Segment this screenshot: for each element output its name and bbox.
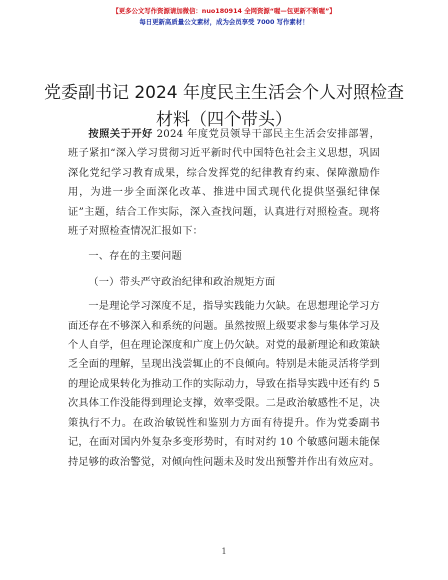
document-title: 党委副书记 2024 年度民主生活会个人对照检查材料（四个带头） (43, 83, 405, 130)
section-heading: 一、存在的主要问题 (88, 251, 182, 263)
subsection-heading: （一）带头严守政治纪律和政治规矩方面 (88, 276, 276, 288)
header-banner (0, 6, 448, 28)
page-number: 1 (221, 547, 227, 556)
intro-lead: 按照关于开好 (88, 128, 153, 140)
document-body (68, 125, 380, 472)
banner-promo-line: 【更多公文写作资源请加微信：nuo180914 全网资源“喔—包更新不断喔”】 (112, 7, 336, 15)
body-paragraph: 一是理论学习深度不足，指导实践能力欠缺。在思想理论学习方面还存在不够深入和系统的问题。虽然按照上级要求参与集体学习及个人自学，但在理论深度和广度上仍欠缺。对党的最新理论和政策缺乏全面的理解，呈现出浅尝辄止的不良倾向。特别是未能灵活将学到的理论成果转化为推动工作的实际动力，导致在指导实践中还有约 5 次具体工作没能得到理论支撑，效率受限。二是政治敏感性不足，决策执行不力。在政治敏锐性和鉴别力方面有待提升。作为党委副书记，在面对国内外复杂多变形势时，有时对约 10 个敏感问题未能保持足够的政治警觉，对倾向性问题未及时发出预警并作出有效应对。 (68, 301, 380, 468)
banner-subscribe-line: 每日更新高质量公文素材，成为会员享受 7000 写作素材！ (139, 18, 309, 26)
intro-text: 2024 年度党员领导干部民主生活会安排部署，班子紧扣“深入学习贯彻习近平新时代中国特色社会主义思想，巩固深化党纪学习教育成果，综合发挥党的纪律教育约束、保障激励作用，为进一步全面深化改革、推进中国式现代化提供坚强纪律保证”主题，结合工作实际，深入查找问题，认真进行对照检查。现将班子对照检查情况汇报如下： (68, 129, 381, 238)
intro-paragraph (68, 125, 380, 241)
